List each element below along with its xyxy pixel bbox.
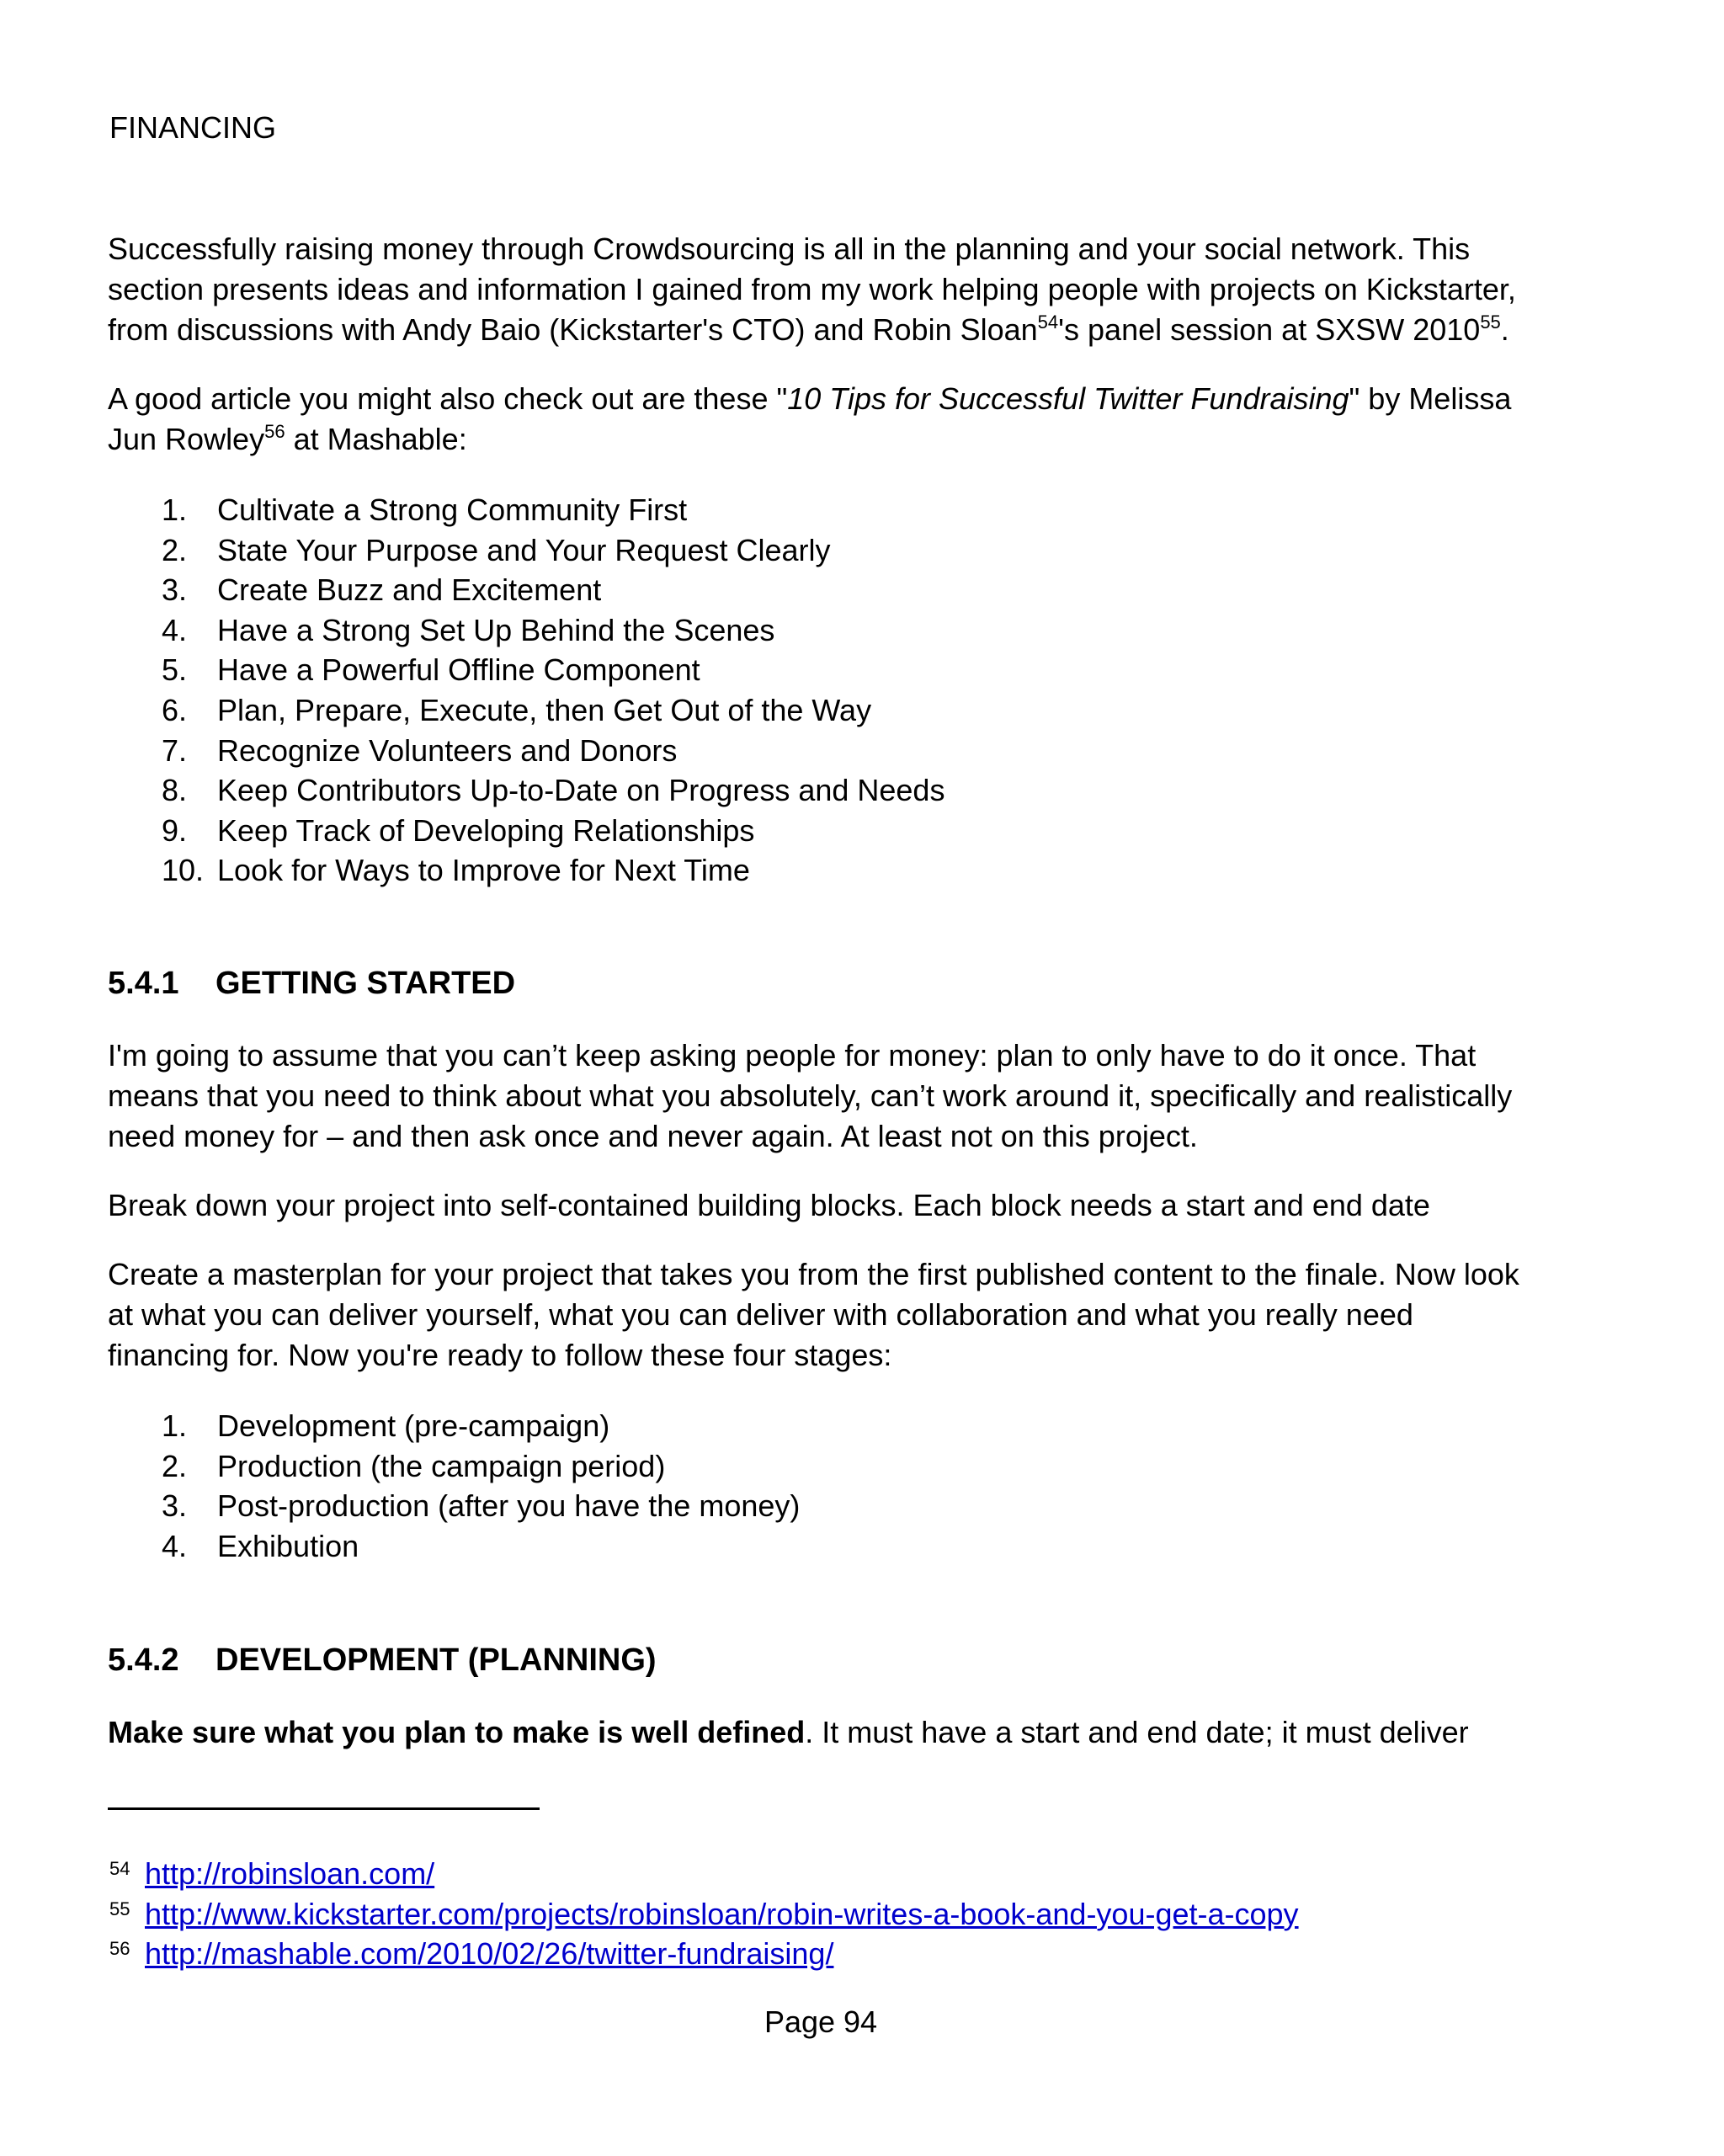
development-text: . It must have a start and end date; it must deliver xyxy=(805,1715,1469,1749)
list-item xyxy=(108,530,944,571)
footnotes xyxy=(108,1854,1299,1974)
list-item xyxy=(108,610,944,651)
list-item xyxy=(108,1486,800,1526)
list-number: 9. xyxy=(162,812,188,848)
list-item xyxy=(108,731,944,771)
footnote-ref-54[interactable]: 54 xyxy=(1037,311,1059,333)
footnote-link[interactable]: http://mashable.com/2010/02/26/twitter-fundraising/ xyxy=(145,1936,834,1971)
list-number: 10. xyxy=(162,853,205,888)
footnote-number: 54 xyxy=(109,1858,130,1879)
getting-started-paragraph-2: Break down your project into self-contained building blocks. Each block needs a start and end date xyxy=(108,1188,1430,1222)
intro-text-2: 's panel session at SXSW 2010 xyxy=(1058,312,1481,347)
stages-list xyxy=(108,1406,800,1566)
section-number: 5.4.1 xyxy=(108,966,179,1001)
article-text-3: at Mashable: xyxy=(285,422,467,456)
footnote-55 xyxy=(108,1894,1299,1935)
bold-lead: Make sure what you plan to make is well defined xyxy=(108,1715,806,1749)
list-item xyxy=(108,811,944,851)
list-text: Keep Track of Developing Relationships xyxy=(217,812,755,848)
footnote-link[interactable]: http://www.kickstarter.com/projects/robinsloan/robin-writes-a-book-and-you-get-a-copy xyxy=(145,1896,1299,1931)
list-text: Create Buzz and Excitement xyxy=(217,572,602,608)
section-title: GETTING STARTED xyxy=(216,966,516,1001)
list-number: 2. xyxy=(162,1448,188,1483)
intro-paragraph xyxy=(108,229,1539,350)
list-item xyxy=(108,1446,800,1487)
list-text: Look for Ways to Improve for Next Time xyxy=(217,853,750,888)
footnote-number: 55 xyxy=(109,1898,130,1919)
list-item xyxy=(108,770,944,811)
article-text: A good article you might also check out are these " xyxy=(108,381,788,416)
list-text: Exhibution xyxy=(217,1528,359,1563)
list-number: 8. xyxy=(162,773,188,808)
list-number: 3. xyxy=(162,572,188,608)
getting-started-paragraph-3: Create a masterplan for your project that takes you from the first published content to the finale. Now look at what you can deliver yourself, what you can deliver with collaboration and what you really need financing for. Now you're ready to follow these four stages: xyxy=(108,1257,1519,1372)
list-number: 6. xyxy=(162,692,188,727)
section-heading-getting-started xyxy=(108,963,515,1003)
list-text: Keep Contributors Up-to-Date on Progress and Needs xyxy=(217,773,945,808)
list-text: State Your Purpose and Your Request Clearly xyxy=(217,532,831,567)
list-text: Cultivate a Strong Community First xyxy=(217,492,688,527)
list-number: 3. xyxy=(162,1488,188,1524)
list-item xyxy=(108,570,944,610)
list-number: 4. xyxy=(162,1528,188,1563)
footnote-separator xyxy=(108,1807,540,1810)
footnote-56 xyxy=(108,1934,1299,1974)
section-number: 5.4.2 xyxy=(108,1642,179,1678)
list-item xyxy=(108,850,944,891)
intro-text: Successfully raising money through Crowdsourcing is all in the planning and your social network. This section presents ideas and information I gained from my work helping people with projects on Kickstarter, from discussions with Andy Baio (Kickstarter's CTO) and Robin Sloan xyxy=(108,232,1516,347)
article-text-2: " by Melissa Jun Rowley xyxy=(108,381,1512,456)
list-number: 7. xyxy=(162,732,188,768)
footnote-ref-56[interactable]: 56 xyxy=(264,421,285,442)
list-number: 1. xyxy=(162,492,188,527)
list-text: Have a Strong Set Up Behind the Scenes xyxy=(217,612,775,647)
list-text: Post-production (after you have the money) xyxy=(217,1488,801,1524)
list-item xyxy=(108,1526,800,1567)
list-item xyxy=(108,1406,800,1446)
list-text: Recognize Volunteers and Donors xyxy=(217,732,678,768)
running-header: FINANCING xyxy=(109,110,276,145)
list-number: 4. xyxy=(162,612,188,647)
list-number: 5. xyxy=(162,652,188,688)
section-title: DEVELOPMENT (PLANNING) xyxy=(216,1642,657,1678)
list-item xyxy=(108,490,944,530)
footnote-ref-55[interactable]: 55 xyxy=(1480,311,1501,333)
footnote-number: 56 xyxy=(109,1938,130,1959)
article-title: 10 Tips for Successful Twitter Fundraising xyxy=(787,381,1349,416)
article-paragraph xyxy=(108,379,1539,460)
intro-text-3: . xyxy=(1500,312,1509,347)
list-text: Development (pre-campaign) xyxy=(217,1408,610,1443)
tips-list xyxy=(108,490,944,891)
footnote-link[interactable]: http://robinsloan.com/ xyxy=(145,1856,435,1891)
section-heading-development xyxy=(108,1640,657,1680)
list-number: 1. xyxy=(162,1408,188,1443)
list-text: Have a Powerful Offline Component xyxy=(217,652,700,688)
footnote-54 xyxy=(108,1854,1299,1894)
list-item xyxy=(108,650,944,690)
list-item xyxy=(108,690,944,731)
development-paragraph xyxy=(108,1712,1539,1753)
page-number: Page 94 xyxy=(764,2004,878,2039)
list-number: 2. xyxy=(162,532,188,567)
list-text: Production (the campaign period) xyxy=(217,1448,666,1483)
list-text: Plan, Prepare, Execute, then Get Out of the Way xyxy=(217,692,872,727)
getting-started-paragraph-1: I'm going to assume that you can’t keep asking people for money: plan to only have to do it once. That means that you need to think about what you absolutely, can’t work around it, specifically and realistically need money for – and then ask once and never again. At least not on this project. xyxy=(108,1038,1513,1153)
